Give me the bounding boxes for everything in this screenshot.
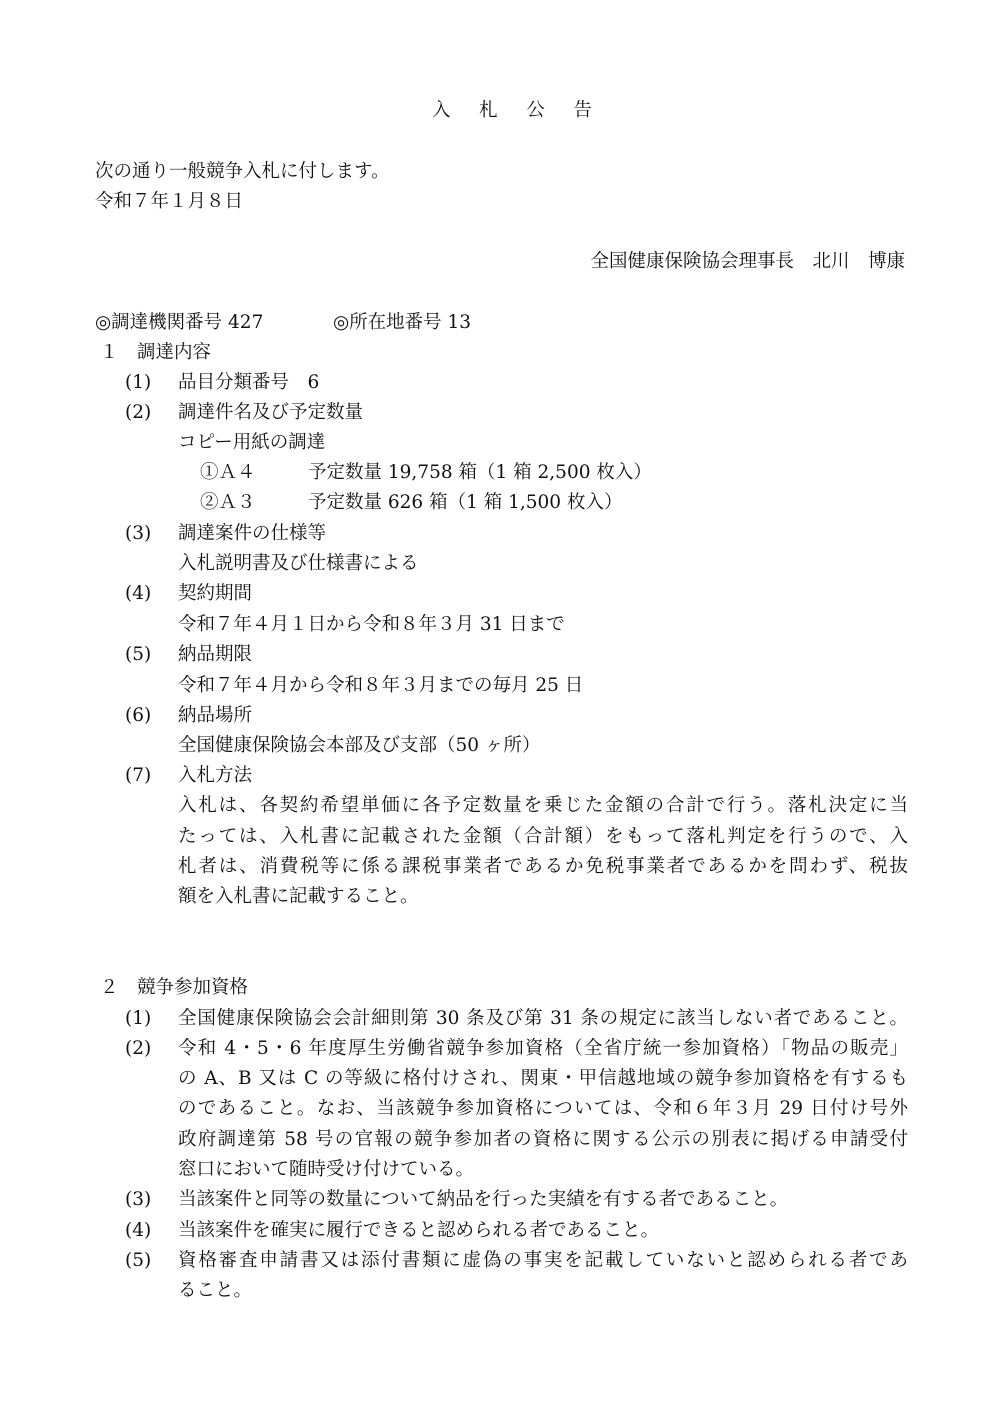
item-number: (3) xyxy=(125,523,152,544)
section2-heading: ２ 競争参加資格 xyxy=(100,977,249,998)
notice-date: 令和７年１月８日 xyxy=(95,191,244,212)
paper-size-a3: ②Ａ３ xyxy=(200,492,256,513)
intro-text: 次の通り一般競争入札に付します。 xyxy=(95,161,390,182)
item-number: (5) xyxy=(125,1250,152,1271)
item-label: 納品期限 xyxy=(178,644,253,665)
item-number: (2) xyxy=(125,402,152,423)
item-label: 調達案件の仕様等 xyxy=(178,523,327,544)
item-label: 品目分類番号 6 xyxy=(178,372,320,393)
item-number: (1) xyxy=(125,1008,152,1029)
item-text: 令和 4・5・6 年度厚生労働省競争参加資格（全省庁統一参加資格）「物品の販売」 xyxy=(178,1038,908,1059)
item-number: (2) xyxy=(125,1038,152,1059)
item-text: のであること。なお、当該競争参加資格については、令和６年３月 29 日付け号外 xyxy=(178,1098,908,1119)
item-text: コピー用紙の調達 xyxy=(178,432,326,453)
quantity-a4: 予定数量 19,758 箱（1 箱 2,500 枚入） xyxy=(308,462,652,483)
item-number: (4) xyxy=(125,1220,152,1241)
item-label: 調達件名及び予定数量 xyxy=(178,402,364,423)
section1-heading: １ 調達内容 xyxy=(100,342,212,363)
item-number: (5) xyxy=(125,644,152,665)
item-text: 令和７年４月から令和８年３月までの毎月 25 日 xyxy=(178,675,584,696)
item-text: ること。 xyxy=(178,1280,253,1301)
item-text: 当該案件と同等の数量について納品を行った実績を有する者であること。 xyxy=(178,1189,789,1210)
item-text: 当該案件を確実に履行できると認められる者であること。 xyxy=(178,1220,660,1241)
item-number: (4) xyxy=(125,583,152,604)
item-text: 額を入札書に記載すること。 xyxy=(178,886,419,907)
item-text: 令和７年４月１日から令和８年３月 31 日まで xyxy=(178,614,565,635)
procuring-entity-number: ◎調達機関番号 427 xyxy=(95,312,264,333)
paper-size-a4: ①Ａ４ xyxy=(200,462,256,483)
item-label: 納品場所 xyxy=(178,705,253,726)
item-number: (7) xyxy=(125,765,152,786)
item-text: の A、B 又は C の等級に格付けされ、関東・甲信越地域の競争参加資格を有するも xyxy=(178,1068,908,1089)
item-text: 政府調達第 58 号の官報の競争参加者の資格に関する公示の別表に掲げる申請受付 xyxy=(178,1129,908,1150)
location-number: ◎所在地番号 13 xyxy=(333,312,472,333)
item-text: 全国健康保険協会本部及び支部（50 ヶ所） xyxy=(178,735,541,756)
item-text: 入札は、各契約希望単価に各予定数量を乗じた金額の合計で行う。落札決定に当 xyxy=(178,795,908,816)
item-text: 窓口において随時受け付けている。 xyxy=(178,1159,475,1180)
item-label: 契約期間 xyxy=(178,583,253,604)
quantity-a3: 予定数量 626 箱（1 箱 1,500 枚入） xyxy=(308,492,623,513)
item-number: (1) xyxy=(125,372,152,393)
item-text: 札者は、消費税等に係る課税事業者であるか免税事業者であるかを問わず、税抜 xyxy=(178,856,908,877)
item-text: 入札説明書及び仕様書による xyxy=(178,553,419,574)
notice-title: 入札公告 xyxy=(432,100,621,121)
item-number: (6) xyxy=(125,705,152,726)
item-text: 全国健康保険協会会計細則第 30 条及び第 31 条の規定に該当しない者であること。 xyxy=(178,1008,908,1029)
item-text: たっては、入札書に記載された金額（合計額）をもって落札判定を行うので、入 xyxy=(178,826,908,847)
item-number: (3) xyxy=(125,1189,152,1210)
item-label: 入札方法 xyxy=(178,765,253,786)
issuer-name: 全国健康保険協会理事長 北川 博康 xyxy=(590,251,905,272)
item-text: 資格審査申請書又は添付書類に虚偽の事実を記載していないと認められる者であ xyxy=(178,1250,908,1271)
